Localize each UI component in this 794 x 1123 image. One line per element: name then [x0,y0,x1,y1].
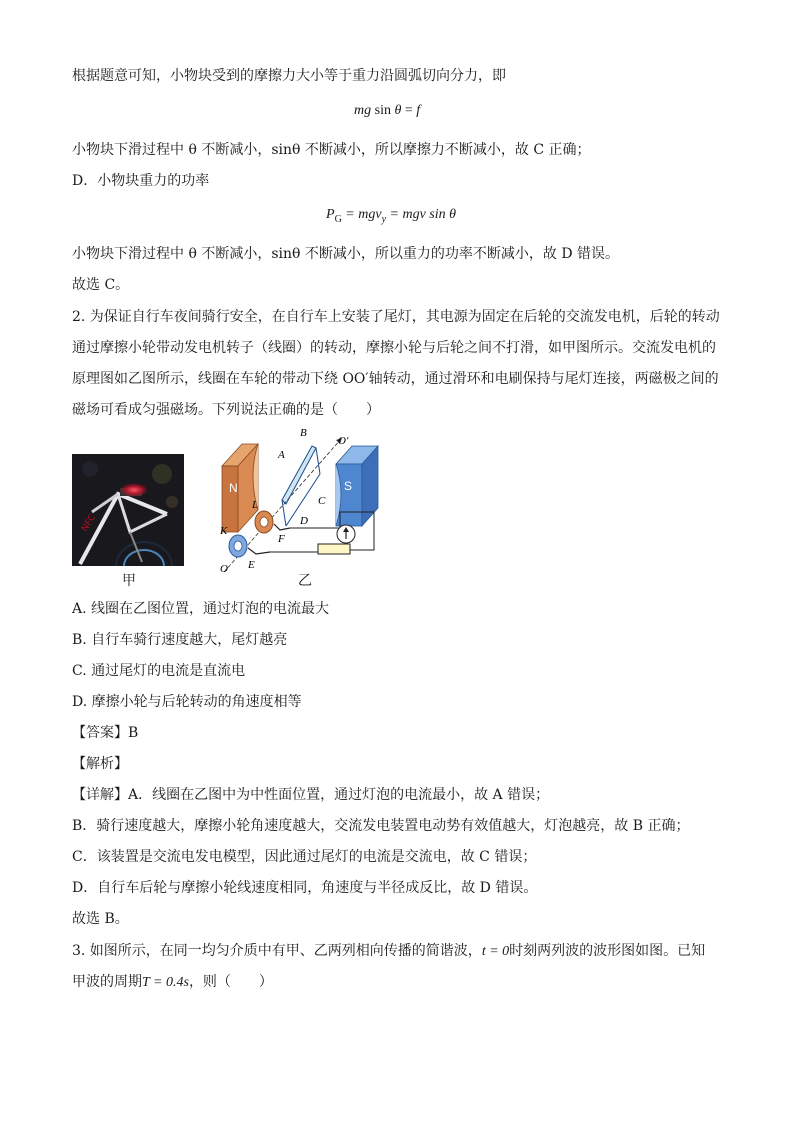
figure-label-jia: 甲 [122,573,136,589]
text-line: 故选 C。 [72,277,130,293]
label-E: E [248,559,255,571]
generator-diagram [212,426,388,576]
label-F: F [278,533,285,545]
text-line: D．小物块重力的功率 [72,173,210,189]
detail-line-d: D．自行车后轮与摩擦小轮线速度相同，角速度与半径成反比，故 D 错误。 [72,880,538,896]
figure-label-yi: 乙 [298,573,312,589]
option-c: C. 通过尾灯的电流是直流电 [72,663,246,679]
option-a: A. 线圈在乙图位置，通过灯泡的电流最大 [72,601,330,617]
question-3-line: 甲波的周期T = 0.4s，则（ ） [72,974,273,990]
label-C: C [318,495,326,507]
equation-power: $P_G = mgv_y$ = mgv sin θ [326,207,457,225]
question-2-line: 通过摩擦小轮带动发电机转子（线圈）的转动，摩擦小轮与后轮之间不打滑，如甲图所示。交流发电机的 [72,340,716,356]
analysis-heading: 【解析】 [72,756,128,772]
answer-line: 【答案】B [72,725,139,741]
n-pole-label: N [229,481,238,495]
label-D: D [300,515,308,527]
svg-text:NFC: NFC [80,512,99,534]
detail-conclusion: 故选 B。 [72,911,129,927]
question-2-line: 2. 为保证自行车夜间骑行安全，在自行车上安装了尾灯，其电源为固定在后轮的交流发电机，后轮的转动 [72,309,720,325]
option-d: D. 摩擦小轮与后轮转动的角速度相等 [72,694,302,710]
text-line: 小物块下滑过程中 θ 不断减小，sinθ 不断减小，所以重力的功率不断减小，故 D 错误。 [72,246,620,262]
text-line: 小物块下滑过程中 θ 不断减小，sinθ 不断减小，所以摩擦力不断减小，故 C 正确； [72,142,591,158]
text-line: 根据题意可知，小物块受到的摩擦力大小等于重力沿圆弧切向分力，即 [72,68,506,84]
detail-line-b: B．骑行速度越大，摩擦小轮角速度越大，交流发电装置电动势有效值越大，灯泡越亮，故 B 正确； [72,818,690,834]
label-L: L [252,499,259,511]
detail-line-c: C．该装置是交流电发电模型，因此通过尾灯的电流是交流电，故 C 错误； [72,849,537,865]
detail-line-a: 【详解】A．线圈在乙图中为中性面位置，通过灯泡的电流最小，故 A 错误； [72,787,550,803]
bicycle-photo [72,454,184,566]
label-A: A [278,449,285,461]
label-O: O [220,563,228,575]
label-Oprime: O′ [338,435,349,447]
question-3-line: 3. 如图所示，在同一均匀介质中有甲、乙两列相向传播的简谐波，t = 0时刻两列波的波形图如图。已知 [72,943,706,959]
equation-friction: mg sin θ = f [354,103,421,118]
question-2-line: 磁场可看成匀强磁场。下列说法正确的是（ ） [72,402,380,418]
label-B: B [300,427,307,439]
s-pole-label: S [344,479,353,493]
label-K: K [220,525,228,537]
question-2-line: 原理图如乙图所示，线圈在车轮的带动下绕 OO′轴转动，通过滑环和电刷保持与尾灯连接，两磁极之间的 [72,371,719,387]
option-b: B. 自行车骑行速度越大，尾灯越亮 [72,632,288,648]
